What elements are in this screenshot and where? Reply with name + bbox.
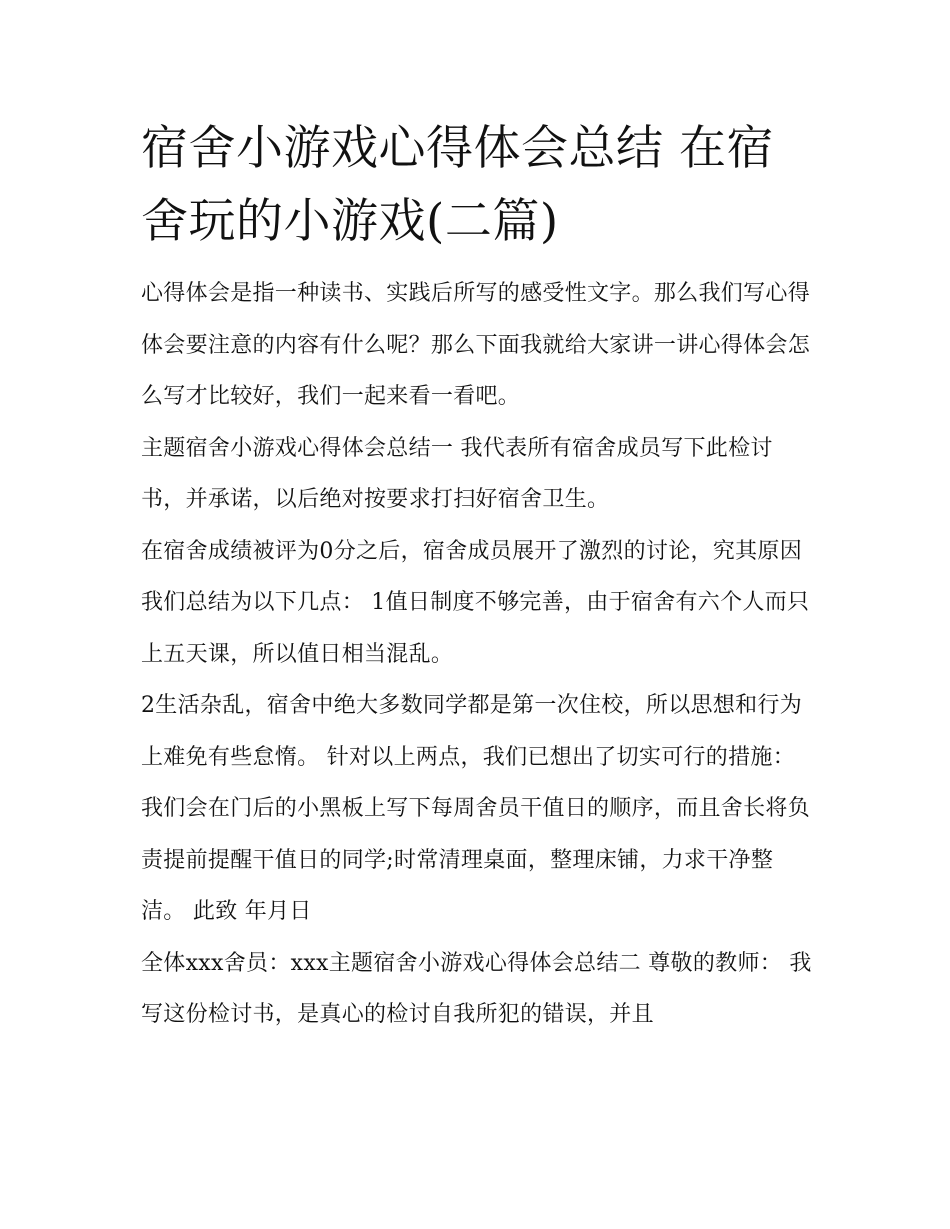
paragraph-reasons: 在宿舍成绩被评为0分之后，宿舍成员展开了激烈的讨论，究其原因我们总结为以下几点： 1值日制度不够完善，由于宿舍有六个人而只上五天课，所以值日相当混乱。 bbox=[141, 538, 810, 667]
paragraph-reason-two: 2生活杂乱，宿舍中绝大多数同学都是第一次住校，所以思想和行为上难免有些怠惰。 针对以上两点，我们已想出了切实可行的措施： bbox=[141, 693, 802, 770]
document-title: 宿舍小游戏心得体会总结 在宿舍玩的小游戏(二篇) bbox=[141, 121, 774, 249]
paragraph-measures: 我们会在门后的小黑板上写下每周舍员干值日的顺序，而且舍长将负责提前提醒干值日的同学;时常清理桌面，整理床铺，力求干净整洁。 此致 年月日 bbox=[141, 796, 811, 924]
paragraph-summary-two: 全体xxx舍员：xxx主题宿舍小游戏心得体会总结二 尊敬的教师： 我写这份检讨书，是真心的检讨自我所犯的错误，并且 bbox=[141, 950, 812, 1027]
paragraph-intro: 心得体会是指一种读书、实践后所写的感受性文字。那么我们写心得体会要注意的内容有什么呢？那么下面我就给大家讲一讲心得体会怎么写才比较好，我们一起来看一看吧。 bbox=[141, 281, 811, 409]
paragraph-summary-one: 主题宿舍小游戏心得体会总结一 我代表所有宿舍成员写下此检讨书，并承诺，以后绝对按要求打扫好宿舍卫生。 bbox=[141, 435, 773, 512]
document-body bbox=[141, 112, 813, 1041]
